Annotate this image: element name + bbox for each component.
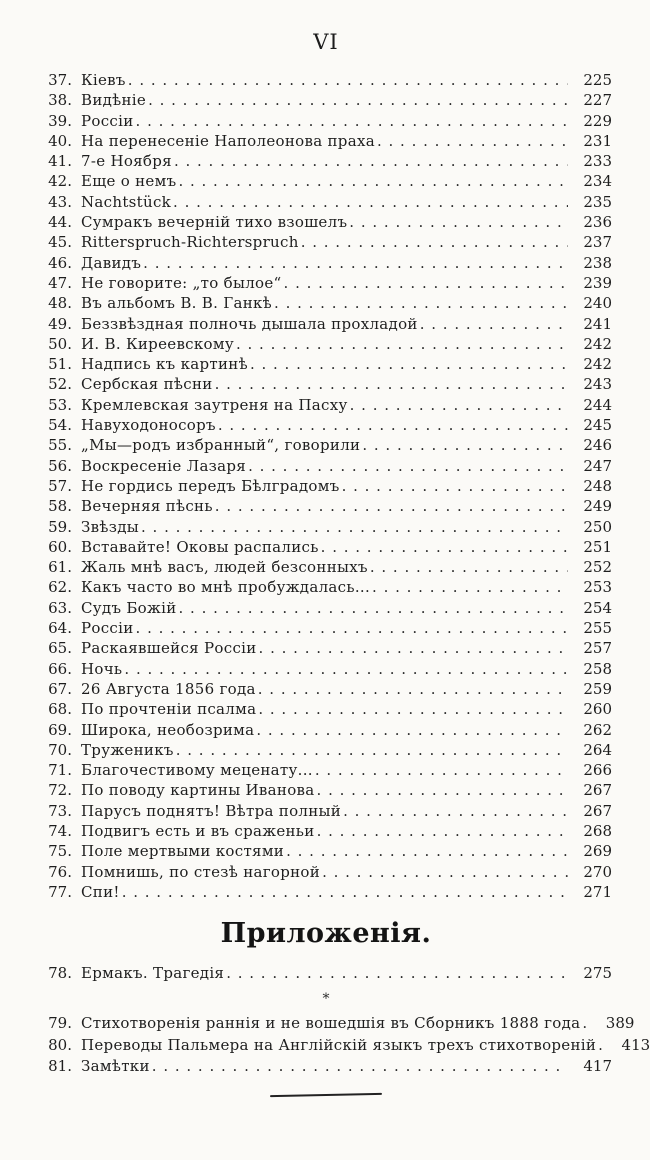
- entry-title: Давидъ: [81, 253, 142, 272]
- toc-entry: [40, 192, 612, 212]
- entry-page-number: 238: [583, 253, 612, 272]
- toc-entry: [40, 760, 612, 780]
- toc-entry: [40, 253, 612, 273]
- dot-leader: [317, 821, 568, 841]
- dot-leader: [178, 171, 568, 191]
- toc-entry: [40, 415, 612, 435]
- entry-number: 46.: [48, 253, 72, 272]
- entry-title: Видѣніе: [81, 91, 147, 110]
- entry-title: Кремлевская заутреня на Пасху: [81, 395, 348, 414]
- entry-number: 67.: [48, 679, 72, 698]
- entry-title: Въ альбомъ В. В. Ганкѣ: [81, 294, 273, 313]
- end-of-contents-rule: [270, 1093, 382, 1098]
- entry-title: Замѣтки: [81, 1057, 150, 1076]
- toc-entry: [40, 273, 612, 293]
- entry-number: 55.: [48, 436, 72, 455]
- dot-leader: [128, 70, 568, 90]
- entry-number: 48.: [48, 294, 72, 313]
- entry-number: 70.: [48, 740, 72, 759]
- dot-leader: [143, 253, 568, 273]
- dot-leader: [349, 212, 568, 232]
- toc-entry: [40, 638, 612, 658]
- toc-entry: [40, 435, 612, 455]
- entry-title: Россіи: [81, 111, 134, 130]
- dot-leader: [148, 90, 568, 110]
- asterisk-separator: *: [322, 991, 330, 1008]
- entry-title: Навуходоносоръ: [81, 416, 216, 435]
- entry-number: 73.: [48, 801, 72, 820]
- entry-page-number: 258: [583, 659, 612, 678]
- entry-number: 39.: [48, 111, 72, 130]
- toc-entry: [40, 841, 612, 861]
- entry-title: Раскаявшейся Россіи: [81, 639, 257, 658]
- entry-number: 62.: [48, 578, 72, 597]
- entry-page-number: 244: [583, 395, 612, 414]
- entry-page-number: 270: [583, 862, 612, 881]
- entry-page-number: 237: [583, 233, 612, 252]
- entry-page-number: 246: [583, 436, 612, 455]
- entry-title: Поле мертвыми костями: [81, 842, 285, 861]
- entry-title: Nachtstück: [81, 192, 172, 211]
- entry-number: 79.: [48, 1014, 72, 1033]
- entry-page-number: 234: [583, 172, 612, 191]
- entry-title: Спи!: [81, 882, 120, 901]
- entry-page-number: 245: [583, 416, 612, 435]
- dot-leader: [420, 314, 568, 334]
- toc-entry: [40, 131, 612, 151]
- entry-title: Какъ часто во мнѣ пробуждалась...: [81, 578, 371, 597]
- entry-title: Ермакъ. Трагедія: [81, 964, 225, 983]
- entry-page-number: 231: [583, 131, 612, 150]
- entry-page-number: 247: [583, 456, 612, 475]
- dot-leader: [250, 354, 568, 374]
- toc-entry: [40, 171, 612, 191]
- entry-number: 47.: [48, 273, 72, 292]
- entry-page-number: 262: [583, 720, 612, 739]
- entry-number: 52.: [48, 375, 72, 394]
- entry-number: 74.: [48, 821, 72, 840]
- entry-page-number: 227: [583, 91, 612, 110]
- entry-number: 51.: [48, 355, 72, 374]
- dot-leader: [284, 273, 568, 293]
- dot-leader: [370, 557, 568, 577]
- toc-entry: [40, 801, 612, 821]
- toc-entry: [40, 1013, 635, 1035]
- entry-page-number: 267: [583, 781, 612, 800]
- dot-leader: [248, 456, 568, 476]
- entry-title: Сумракъ вечерній тихо взошелъ: [81, 213, 348, 232]
- entry-page-number: 260: [583, 700, 612, 719]
- entry-title: Ночь: [81, 659, 123, 678]
- table-of-contents: [40, 70, 612, 902]
- toc-entry: [40, 496, 612, 516]
- toc-entry: [40, 780, 612, 800]
- toc-entry: [40, 720, 612, 740]
- entry-title: Благочестивому меценату...: [81, 761, 313, 780]
- entry-page-number: 267: [583, 801, 612, 820]
- entry-number: 49.: [48, 314, 72, 333]
- dot-leader: [141, 517, 568, 537]
- entry-title: Россіи: [81, 619, 134, 638]
- toc-entry: [40, 374, 612, 394]
- toc-entry: [40, 517, 612, 537]
- toc-entry: [40, 821, 612, 841]
- entry-number: 71.: [48, 761, 72, 780]
- entry-number: 53.: [48, 395, 72, 414]
- dot-leader: [274, 293, 568, 313]
- entry-number: 78.: [48, 964, 72, 983]
- entry-number: 54.: [48, 416, 72, 435]
- entry-number: 61.: [48, 558, 72, 577]
- dot-leader: [179, 598, 569, 618]
- dot-leader: [215, 496, 568, 516]
- entry-title: Судъ Божій: [81, 598, 177, 617]
- entry-page-number: 248: [583, 476, 612, 495]
- dot-leader: [215, 374, 568, 394]
- entry-number: 42.: [48, 172, 72, 191]
- entry-number: 63.: [48, 598, 72, 617]
- entry-title: Еще о немъ: [81, 172, 177, 191]
- entry-page-number: 269: [583, 842, 612, 861]
- entry-number: 40.: [48, 131, 72, 150]
- entry-page-number: 275: [583, 964, 612, 983]
- toc-entry: [40, 679, 612, 699]
- dot-leader: [343, 801, 568, 821]
- toc-entry: [40, 354, 612, 374]
- toc-entry: [40, 699, 612, 719]
- toc-entry: [40, 476, 612, 496]
- toc-entry: [40, 456, 612, 476]
- toc-entry: [40, 1035, 650, 1057]
- toc-entry: [40, 618, 612, 638]
- entry-title: По поводу картины Иванова: [81, 781, 315, 800]
- entry-number: 43.: [48, 192, 72, 211]
- toc-entry: [40, 577, 612, 597]
- entry-page-number: 413: [621, 1035, 650, 1054]
- toc-entry: [40, 882, 612, 902]
- entry-page-number: 264: [583, 740, 612, 759]
- toc-entry: [40, 314, 612, 334]
- entry-title: „Мы—родъ избранный“, говорили: [81, 436, 361, 455]
- entry-page-number: 225: [583, 71, 612, 89]
- entry-title: Жаль мнѣ васъ, людей безсонныхъ: [81, 558, 368, 577]
- entry-page-number: 240: [583, 294, 612, 313]
- entry-page-number: 255: [583, 619, 612, 638]
- dot-leader: [136, 111, 568, 131]
- entry-number: 65.: [48, 639, 72, 658]
- entry-page-number: 242: [583, 355, 612, 374]
- dot-leader: [236, 334, 568, 354]
- dot-leader: [350, 395, 568, 415]
- dot-leader: [226, 963, 568, 983]
- dot-leader: [152, 1056, 568, 1078]
- entry-title: На перенесеніе Наполеонова праха: [81, 131, 375, 150]
- dot-leader: [372, 577, 568, 597]
- dot-leader: [173, 192, 568, 212]
- appendix-entries: [40, 963, 612, 983]
- dot-leader: [342, 476, 568, 496]
- entry-title: Вставайте! Оковы распались: [81, 537, 319, 556]
- entry-number: 57.: [48, 476, 72, 495]
- dot-leader: [377, 131, 568, 151]
- entry-title: 26 Августа 1856 года: [81, 679, 256, 698]
- entry-page-number: 236: [583, 213, 612, 232]
- appendix-more-entries: [40, 1013, 650, 1078]
- entry-number: 64.: [48, 619, 72, 638]
- toc-entry: [40, 70, 612, 90]
- toc-entry: [40, 212, 612, 232]
- entry-title: И. В. Киреевскому: [81, 334, 234, 353]
- entry-title: Вечерняя пѣснь: [81, 497, 213, 516]
- toc-entry: [40, 334, 612, 354]
- entry-page-number: 249: [583, 497, 612, 516]
- entry-page-number: 253: [583, 578, 612, 597]
- toc-entry: [40, 151, 612, 171]
- entry-title: Переводы Пальмера на Англійскій языкъ трехъ стихотвореній: [81, 1035, 597, 1054]
- dot-leader: [315, 760, 568, 780]
- entry-title: Помнишь, по стезѣ нагорной: [81, 862, 321, 881]
- entry-page-number: 250: [583, 517, 612, 536]
- toc-entry: [40, 862, 612, 882]
- entry-title: По прочтеніи псалма: [81, 700, 257, 719]
- entry-title: Не говорите: „то былое“: [81, 273, 282, 292]
- toc-entry: [40, 963, 612, 983]
- dot-leader: [259, 638, 568, 658]
- dot-leader: [258, 679, 568, 699]
- entry-title: Ritterspruch-Richterspruch: [81, 233, 299, 252]
- entry-title: Воскресеніе Лазаря: [81, 456, 247, 475]
- entry-page-number: 266: [583, 761, 612, 780]
- entry-title: Подвигъ есть и въ сраженьи: [81, 821, 315, 840]
- toc-entry: [40, 740, 612, 760]
- entry-page-number: 389: [605, 1014, 635, 1033]
- entry-number: 38.: [48, 91, 72, 110]
- entry-number: 75.: [48, 842, 72, 861]
- entry-page-number: 252: [583, 558, 612, 577]
- entry-number: 50.: [48, 334, 72, 353]
- entry-title: Парусъ поднятъ! Вѣтра полный: [81, 801, 342, 820]
- entry-title: Надпись къ картинѣ: [81, 355, 248, 374]
- entry-number: 66.: [48, 659, 72, 678]
- dot-leader: [317, 780, 568, 800]
- dot-leader: [286, 841, 568, 861]
- entry-page-number: 239: [583, 273, 612, 292]
- entry-number: 72.: [48, 781, 72, 800]
- entry-title: Сербская пѣсни: [81, 375, 213, 394]
- toc-entry: [40, 293, 612, 313]
- entry-page-number: 235: [583, 192, 612, 211]
- entry-number: 76.: [48, 862, 72, 881]
- appendix-section-heading: Приложенія.: [220, 918, 432, 950]
- dot-leader: [174, 151, 568, 171]
- toc-entry: [40, 598, 612, 618]
- entry-number: 80.: [48, 1035, 72, 1054]
- dot-leader: [321, 537, 568, 557]
- toc-entry: [40, 111, 612, 131]
- toc-entry: [40, 232, 612, 252]
- entry-page-number: 243: [583, 375, 612, 394]
- entry-title: Труженикъ: [81, 740, 174, 759]
- dot-leader: [176, 740, 568, 760]
- entry-title: Беззвѣздная полночь дышала прохладой: [81, 314, 418, 333]
- dot-leader: [301, 232, 568, 252]
- entry-number: 44.: [48, 213, 72, 232]
- entry-page-number: 254: [583, 598, 612, 617]
- entry-page-number: 229: [583, 111, 612, 130]
- entry-title: Широка, необозрима: [81, 720, 255, 739]
- entry-number: 45.: [48, 233, 72, 252]
- page-number-header: VI: [313, 30, 339, 54]
- dot-leader: [582, 1013, 590, 1035]
- toc-entry: [40, 90, 612, 110]
- dot-leader: [256, 720, 568, 740]
- entry-title: Стихотворенія раннія и не вошедшія въ Сборникъ 1888 года: [81, 1014, 581, 1033]
- entry-page-number: 417: [583, 1057, 612, 1076]
- toc-entry: [40, 659, 612, 679]
- entry-page-number: 259: [583, 679, 612, 698]
- entry-number: 59.: [48, 517, 72, 536]
- dot-leader: [124, 659, 568, 679]
- entry-number: 81.: [48, 1057, 72, 1076]
- entry-title: Звѣзды: [81, 517, 139, 536]
- entry-number: 56.: [48, 456, 72, 475]
- dot-leader: [362, 435, 568, 455]
- toc-entry: [40, 1056, 612, 1078]
- toc-entry: [40, 557, 612, 577]
- dot-leader: [218, 415, 568, 435]
- entry-number: 68.: [48, 700, 72, 719]
- dot-leader: [122, 882, 568, 902]
- entry-number: 60.: [48, 537, 72, 556]
- entry-page-number: 268: [583, 821, 612, 840]
- entry-page-number: 271: [583, 882, 612, 901]
- entry-title: 7-е Ноября: [81, 152, 172, 171]
- entry-title: Кіевъ: [81, 71, 126, 89]
- entry-number: 37.: [48, 71, 72, 89]
- entry-page-number: 241: [583, 314, 612, 333]
- entry-number: 69.: [48, 720, 72, 739]
- entry-title: Не гордись передъ Бѣлградомъ: [81, 476, 340, 495]
- dot-leader: [258, 699, 568, 719]
- entry-page-number: 257: [583, 639, 612, 658]
- toc-entry: [40, 395, 612, 415]
- entry-number: 41.: [48, 152, 72, 171]
- dot-leader: [598, 1035, 606, 1057]
- entry-number: 77.: [48, 882, 72, 901]
- dot-leader: [136, 618, 568, 638]
- entry-page-number: 233: [583, 152, 612, 171]
- toc-entry: [40, 537, 612, 557]
- entry-page-number: 251: [583, 537, 612, 556]
- dot-leader: [322, 862, 568, 882]
- entry-number: 58.: [48, 497, 72, 516]
- entry-page-number: 242: [583, 334, 612, 353]
